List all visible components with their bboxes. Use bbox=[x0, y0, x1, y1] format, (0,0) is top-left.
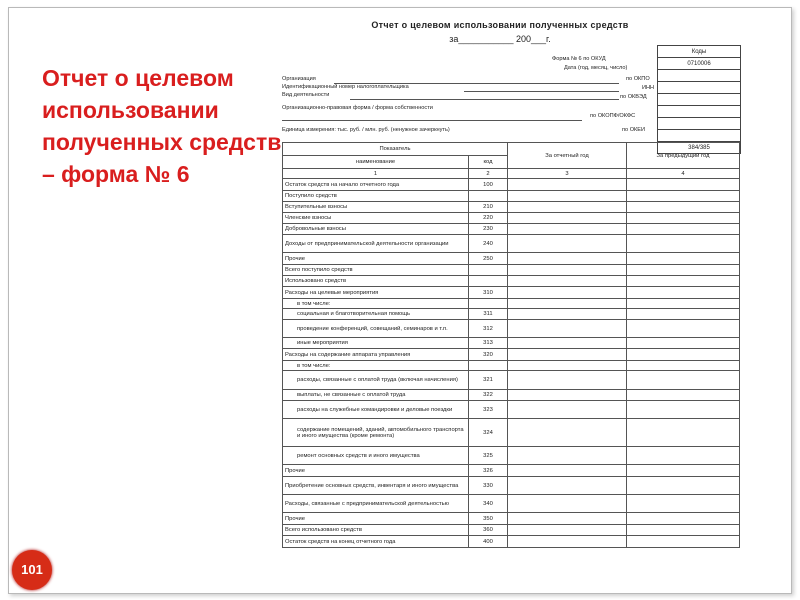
row-name: содержание помещений, зданий, автомобильного транспорта и иного имущества (кроме ремонта) bbox=[283, 419, 469, 447]
row-code: 312 bbox=[469, 320, 508, 338]
row-previous-value bbox=[627, 465, 740, 477]
col-name: наименование bbox=[283, 156, 469, 169]
row-previous-value bbox=[627, 361, 740, 371]
row-current-value bbox=[508, 213, 627, 224]
row-current-value bbox=[508, 265, 627, 276]
col-previous-year: За предыдущий год bbox=[627, 143, 740, 169]
row-previous-value bbox=[627, 401, 740, 419]
table-row bbox=[283, 191, 740, 202]
form-title: Отчет о целевом использовании полученных средств bbox=[371, 20, 629, 30]
row-current-value bbox=[508, 401, 627, 419]
table-row bbox=[283, 513, 740, 525]
slide-number-badge: 101 bbox=[12, 550, 52, 590]
table-row bbox=[283, 235, 740, 253]
form-period: за___________ 200___г. bbox=[449, 34, 551, 44]
okpo-code bbox=[658, 82, 741, 94]
col-current-year: За отчетный год bbox=[508, 143, 627, 169]
table-row bbox=[283, 213, 740, 224]
table-row bbox=[283, 495, 740, 513]
row-code: 210 bbox=[469, 202, 508, 213]
okpo-label: по ОКПО bbox=[626, 76, 650, 82]
row-code bbox=[469, 361, 508, 371]
row-name: Прочие bbox=[283, 513, 469, 525]
row-code: 340 bbox=[469, 495, 508, 513]
row-current-value bbox=[508, 253, 627, 265]
table-row bbox=[283, 525, 740, 536]
row-previous-value bbox=[627, 371, 740, 390]
row-code: 220 bbox=[469, 213, 508, 224]
table-row bbox=[283, 447, 740, 465]
table-row bbox=[283, 224, 740, 235]
row-previous-value bbox=[627, 213, 740, 224]
okved-label: по ОКВЭД bbox=[620, 94, 647, 100]
row-name: Добровольные взносы bbox=[283, 224, 469, 235]
unit-label: Единица измерения: тыс. руб. / млн. руб. (ненужное зачеркнуть) bbox=[282, 127, 450, 133]
row-current-value bbox=[508, 338, 627, 349]
row-name: Расходы, связанные с предпринимательской деятельностью bbox=[283, 495, 469, 513]
row-code: 320 bbox=[469, 349, 508, 361]
row-name: Прочие bbox=[283, 253, 469, 265]
row-previous-value bbox=[627, 224, 740, 235]
date-label: Дата (год, месяц, число) bbox=[564, 65, 628, 71]
okud-label: Форма № 6 по ОКУД bbox=[552, 56, 606, 62]
table-row bbox=[283, 265, 740, 276]
row-previous-value bbox=[627, 419, 740, 447]
row-code: 240 bbox=[469, 235, 508, 253]
col-code: код bbox=[469, 156, 508, 169]
activity-line bbox=[350, 99, 619, 100]
row-previous-value bbox=[627, 179, 740, 191]
table-row bbox=[283, 202, 740, 213]
row-previous-value bbox=[627, 191, 740, 202]
table-row bbox=[283, 371, 740, 390]
row-current-value bbox=[508, 309, 627, 320]
row-code: 313 bbox=[469, 338, 508, 349]
legal-form-line bbox=[282, 120, 582, 121]
table-row bbox=[283, 401, 740, 419]
legal-form-label: Организационно-правовая форма / форма собственности bbox=[282, 105, 433, 111]
report-table-body bbox=[283, 179, 740, 548]
row-code: 310 bbox=[469, 287, 508, 299]
row-code: 325 bbox=[469, 447, 508, 465]
row-name: Остаток средств на конец отчетного года bbox=[283, 536, 469, 548]
row-previous-value bbox=[627, 253, 740, 265]
report-table bbox=[282, 142, 740, 548]
row-name: расходы, связанные с оплатой труда (включая начисления) bbox=[283, 371, 469, 390]
table-row bbox=[283, 465, 740, 477]
table-row bbox=[283, 309, 740, 320]
okopf-label: по ОКОПФ/ОКФС bbox=[590, 113, 636, 119]
row-name: в том числе: bbox=[283, 299, 469, 309]
row-code: 323 bbox=[469, 401, 508, 419]
row-name: Членские взносы bbox=[283, 213, 469, 224]
row-previous-value bbox=[627, 390, 740, 401]
okfs-code bbox=[658, 130, 741, 142]
row-code bbox=[469, 265, 508, 276]
table-row bbox=[283, 349, 740, 361]
row-previous-value bbox=[627, 309, 740, 320]
row-previous-value bbox=[627, 265, 740, 276]
row-name: Приобретение основных средств, инвентаря и иного имущества bbox=[283, 477, 469, 495]
row-name: Расходы на целевые мероприятия bbox=[283, 287, 469, 299]
table-row bbox=[283, 477, 740, 495]
row-current-value bbox=[508, 287, 627, 299]
table-row bbox=[283, 361, 740, 371]
row-code: 100 bbox=[469, 179, 508, 191]
row-name: социальная и благотворительная помощь bbox=[283, 309, 469, 320]
table-row bbox=[283, 276, 740, 287]
row-previous-value bbox=[627, 349, 740, 361]
row-name: Использовано средств bbox=[283, 276, 469, 287]
table-row bbox=[283, 287, 740, 299]
row-current-value bbox=[508, 371, 627, 390]
col-num-1: 1 bbox=[283, 169, 469, 179]
row-previous-value bbox=[627, 447, 740, 465]
row-current-value bbox=[508, 299, 627, 309]
row-code: 322 bbox=[469, 390, 508, 401]
row-name: Поступило средств bbox=[283, 191, 469, 202]
table-row bbox=[283, 179, 740, 191]
row-previous-value bbox=[627, 525, 740, 536]
table-row bbox=[283, 419, 740, 447]
row-code: 311 bbox=[469, 309, 508, 320]
row-name: ремонт основных средств и иного имущества bbox=[283, 447, 469, 465]
table-row bbox=[283, 299, 740, 309]
row-code: 360 bbox=[469, 525, 508, 536]
activity-label: Вид деятельности bbox=[282, 92, 330, 98]
row-code: 330 bbox=[469, 477, 508, 495]
row-current-value bbox=[508, 202, 627, 213]
row-current-value bbox=[508, 465, 627, 477]
row-previous-value bbox=[627, 320, 740, 338]
row-code: 230 bbox=[469, 224, 508, 235]
row-current-value bbox=[508, 536, 627, 548]
row-current-value bbox=[508, 235, 627, 253]
row-name: Остаток средств на начало отчетного года bbox=[283, 179, 469, 191]
table-row bbox=[283, 338, 740, 349]
col-num-3: 3 bbox=[508, 169, 627, 179]
row-name: Доходы от предпринимательской деятельности организации bbox=[283, 235, 469, 253]
table-row bbox=[283, 390, 740, 401]
okved-code bbox=[658, 106, 741, 118]
table-row bbox=[283, 320, 740, 338]
row-previous-value bbox=[627, 513, 740, 525]
slide-title: Отчет о целевом использовании полученных средств – форма № 6 bbox=[42, 65, 282, 187]
row-name: иные мероприятия bbox=[283, 338, 469, 349]
row-current-value bbox=[508, 495, 627, 513]
row-current-value bbox=[508, 447, 627, 465]
row-name: Расходы на содержание аппарата управления bbox=[283, 349, 469, 361]
row-code bbox=[469, 299, 508, 309]
row-current-value bbox=[508, 513, 627, 525]
col-num-2: 2 bbox=[469, 169, 508, 179]
row-name: проведение конференций, совещаний, семинаров и т.п. bbox=[283, 320, 469, 338]
row-current-value bbox=[508, 361, 627, 371]
row-current-value bbox=[508, 349, 627, 361]
row-name: Вступительные взносы bbox=[283, 202, 469, 213]
row-previous-value bbox=[627, 477, 740, 495]
row-previous-value bbox=[627, 235, 740, 253]
row-name: Всего поступило средств bbox=[283, 265, 469, 276]
row-current-value bbox=[508, 477, 627, 495]
row-name: расходы на служебные командировки и деловые поездки bbox=[283, 401, 469, 419]
row-code bbox=[469, 276, 508, 287]
row-current-value bbox=[508, 191, 627, 202]
row-name: выплаты, не связанные с оплатой труда bbox=[283, 390, 469, 401]
row-previous-value bbox=[627, 202, 740, 213]
row-previous-value bbox=[627, 495, 740, 513]
row-code: 250 bbox=[469, 253, 508, 265]
inn-code bbox=[658, 94, 741, 106]
okei-label: по ОКЕИ bbox=[622, 127, 646, 133]
row-previous-value bbox=[627, 338, 740, 349]
row-current-value bbox=[508, 276, 627, 287]
col-num-4: 4 bbox=[627, 169, 740, 179]
row-code: 324 bbox=[469, 419, 508, 447]
okei-code: 384/385 bbox=[658, 142, 741, 154]
org-label: Организация bbox=[282, 76, 316, 82]
col-indicator: Показатель bbox=[283, 143, 508, 156]
row-name: в том числе: bbox=[283, 361, 469, 371]
row-current-value bbox=[508, 224, 627, 235]
table-row bbox=[283, 253, 740, 265]
row-previous-value bbox=[627, 276, 740, 287]
date-code bbox=[658, 70, 741, 82]
codes-box bbox=[657, 45, 741, 154]
row-current-value bbox=[508, 390, 627, 401]
table-row bbox=[283, 536, 740, 548]
taxid-line bbox=[464, 91, 619, 92]
row-code: 326 bbox=[469, 465, 508, 477]
codes-header: Коды bbox=[658, 46, 741, 58]
row-code bbox=[469, 191, 508, 202]
row-current-value bbox=[508, 525, 627, 536]
taxid-label: Идентификационный номер налогоплательщика bbox=[282, 84, 409, 90]
row-previous-value bbox=[627, 287, 740, 299]
row-current-value bbox=[508, 419, 627, 447]
row-name: Прочие bbox=[283, 465, 469, 477]
okud-code: 0710006 bbox=[658, 58, 741, 70]
row-previous-value bbox=[627, 299, 740, 309]
row-code: 321 bbox=[469, 371, 508, 390]
row-previous-value bbox=[627, 536, 740, 548]
form-document bbox=[280, 12, 742, 582]
okopf-code bbox=[658, 118, 741, 130]
row-code: 350 bbox=[469, 513, 508, 525]
row-code: 400 bbox=[469, 536, 508, 548]
row-current-value bbox=[508, 179, 627, 191]
row-current-value bbox=[508, 320, 627, 338]
row-name: Всего использовано средств bbox=[283, 525, 469, 536]
inn-label: ИНН bbox=[642, 85, 655, 91]
